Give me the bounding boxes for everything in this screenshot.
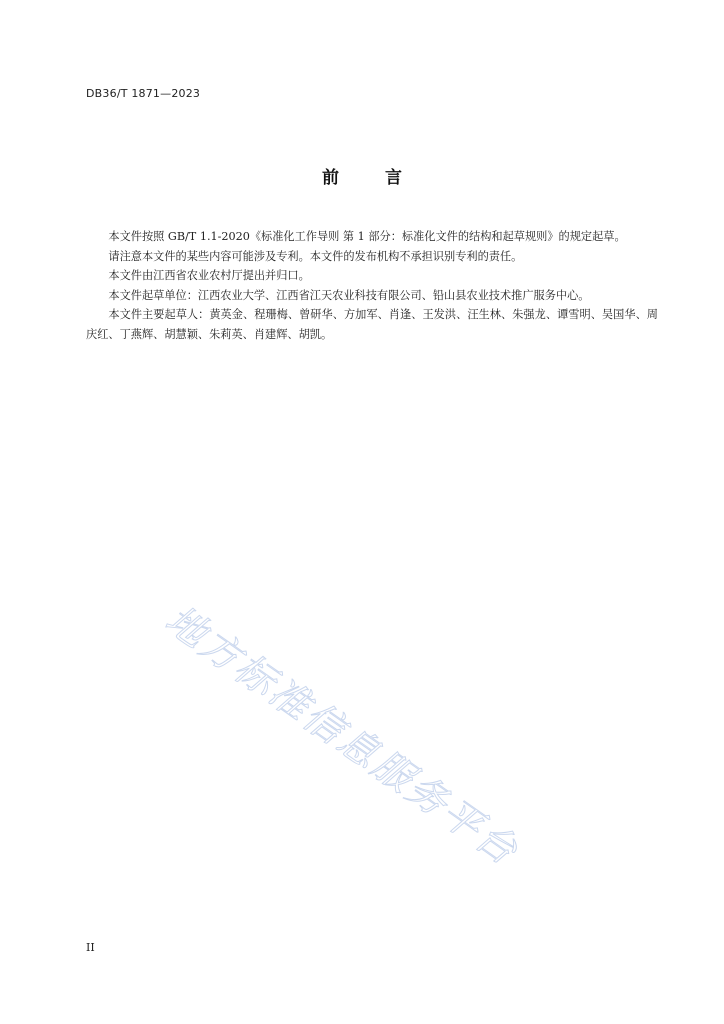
- paragraph-patent-notice: 请注意本文件的某些内容可能涉及专利。本文件的发布机构不承担识别专利的责任。: [108, 249, 523, 263]
- watermark: 地方标准信息服务平台: [157, 597, 527, 876]
- page-number: II: [86, 941, 95, 954]
- paragraph-proposer: 本文件由江西省农业农村厅提出并归口。: [108, 269, 310, 282]
- paragraph-drafters: 本文件主要起草人：黄英金、程珊梅、曾研华、方加军、肖逢、王发洪、汪生林、朱强龙、谭雪明、吴国华、周庆红、丁燕辉、胡慧颖、朱莉英、肖建辉、胡凯。: [86, 308, 658, 341]
- paragraph-drafting-rules: 本文件按照 GB/T 1.1-2020《标准化工作导则 第 1 部分：标准化文件的结构和起草规则》的规定起草。: [108, 230, 626, 243]
- standard-code: DB36/T 1871—2023: [86, 87, 201, 100]
- section-title: 前言: [322, 168, 448, 188]
- paragraph-drafting-units: 本文件起草单位：江西农业大学、江西省江天农业科技有限公司、铅山县农业技术推广服务中心。: [108, 288, 590, 302]
- body-text: [86, 227, 658, 344]
